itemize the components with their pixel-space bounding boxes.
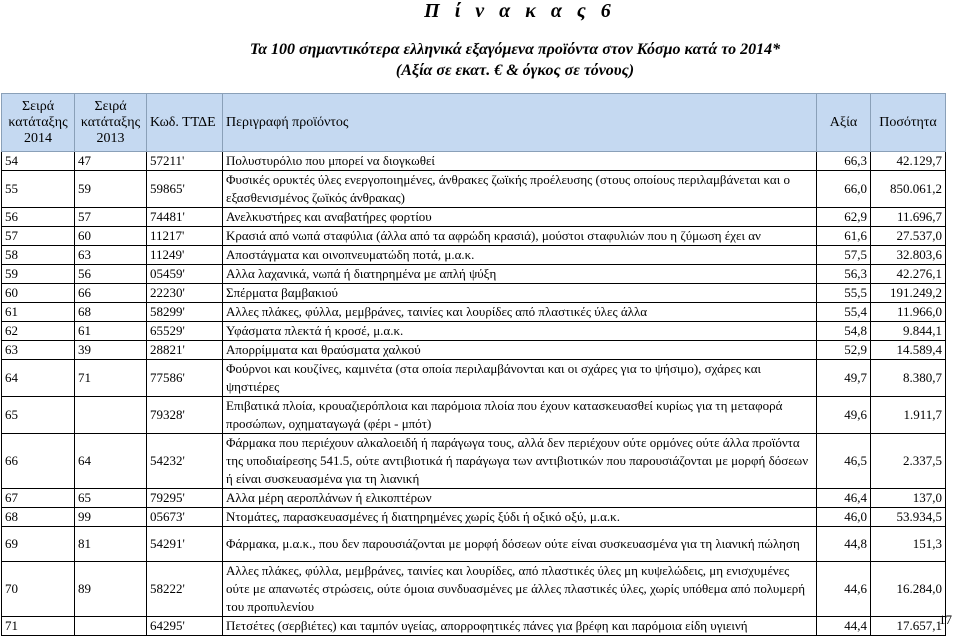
description-cell: Πετσέτες (σερβιέτες) και ταμπόν υγείας, απορροφητικές πάνες για βρέφη και παρόμοια είδη υγιεινή — [223, 617, 817, 636]
quantity-cell: 2.337,5 — [871, 434, 946, 489]
export-products-table — [1, 93, 946, 636]
table-row — [2, 246, 946, 265]
value-cell: 49,7 — [817, 360, 871, 397]
description-cell: Σπέρματα βαμβακιού — [223, 284, 817, 303]
product-code-cell: 11249' — [147, 246, 223, 265]
value-cell: 57,5 — [817, 246, 871, 265]
description-cell: Φάρμακα, μ.α.κ., που δεν παρουσιάζονται με μορφή δόσεων ούτε είναι συσκευασμένα για τη λιανική πώληση — [223, 527, 817, 562]
rank-2014-cell: 69 — [2, 527, 75, 562]
value-cell: 44,6 — [817, 562, 871, 617]
value-cell: 66,3 — [817, 152, 871, 171]
rank-2014-cell: 58 — [2, 246, 75, 265]
table-row — [2, 397, 946, 434]
quantity-cell: 16.284,0 — [871, 562, 946, 617]
table-row — [2, 508, 946, 527]
quantity-cell: 8.380,7 — [871, 360, 946, 397]
product-code-cell: 57211' — [147, 152, 223, 171]
table-caption: Τα 100 σημαντικότερα ελληνικά εξαγόμενα προϊόντα στον Κόσμο κατά το 2014* — [249, 41, 781, 58]
table-row — [2, 617, 946, 636]
rank-2014-cell: 65 — [2, 397, 75, 434]
rank-2014-cell: 64 — [2, 360, 75, 397]
rank-2013-cell: 66 — [75, 284, 147, 303]
rank-2013-cell: 60 — [75, 227, 147, 246]
rank-2013-cell: 63 — [75, 246, 147, 265]
description-cell: Αλλα λαχανικά, νωπά ή διατηρημένα με απλή ψύξη — [223, 265, 817, 284]
rank-2013-cell: 99 — [75, 508, 147, 527]
product-code-cell: 79295' — [147, 489, 223, 508]
rank-2014-cell: 66 — [2, 434, 75, 489]
product-code-cell: 74481' — [147, 208, 223, 227]
product-code-cell: 79328' — [147, 397, 223, 434]
quantity-cell: 42.276,1 — [871, 265, 946, 284]
description-cell: Απορρίμματα και θραύσματα χαλκού — [223, 341, 817, 360]
description-cell: Φούρνοι και κουζίνες, καμινέτα (στα οποία περιλαμβάνονται και οι σχάρες για το ψήσιμο), σχάρες και ψηστιέρες — [223, 360, 817, 397]
description-cell: Φυσικές ορυκτές ύλες ενεργοποιημένες, άνθρακες ζωϊκής προέλευσης (στους οποίους περιλαμβάνεται και ο εξασθενισμένος ζωϊκός άνθρακας) — [223, 171, 817, 208]
value-cell: 54,8 — [817, 322, 871, 341]
product-code-cell: 28821' — [147, 341, 223, 360]
description-cell: Ντομάτες, παρασκευασμένες ή διατηρημένες χωρίς ξύδι ή οξικό οξύ, μ.α.κ. — [223, 508, 817, 527]
table-row — [2, 434, 946, 489]
value-cell: 62,9 — [817, 208, 871, 227]
product-code-cell: 65529' — [147, 322, 223, 341]
table-units-caption: (Αξία σε εκατ. € & όγκος σε τόνους) — [395, 62, 635, 79]
table-row — [2, 303, 946, 322]
value-cell: 46,0 — [817, 508, 871, 527]
product-code-cell: 54232' — [147, 434, 223, 489]
rank-2013-cell: 65 — [75, 489, 147, 508]
rank-2014-cell: 63 — [2, 341, 75, 360]
rank-2013-cell: 61 — [75, 322, 147, 341]
description-cell: Αλλες πλάκες, φύλλα, μεμβράνες, ταινίες και λουρίδες, από πλαστικές ύλες μη κυψελώδεις, μη ενισχυμένες ούτε με απανωτές στρώσεις, ούτε όμοια συνδυασμένες με άλλες πλαστικές ύλες, χωρίς υπόθεμα από πολυμερή του προπυλενίου — [223, 562, 817, 617]
rank-2013-cell: 71 — [75, 360, 147, 397]
product-code-cell: 05673' — [147, 508, 223, 527]
description-cell: Αλλες πλάκες, φύλλα, μεμβράνες, ταινίες και λουρίδες από πλαστικές ύλες άλλα — [223, 303, 817, 322]
quantity-cell: 11.966,0 — [871, 303, 946, 322]
rank-2014-cell: 55 — [2, 171, 75, 208]
value-cell: 55,5 — [817, 284, 871, 303]
product-code-cell: 22230' — [147, 284, 223, 303]
product-code-cell: 64295' — [147, 617, 223, 636]
table-row — [2, 152, 946, 171]
value-cell: 61,6 — [817, 227, 871, 246]
description-cell: Κρασιά από νωπά σταφύλια (άλλα από τα αφρώδη κρασιά), μούστοι σταφυλιών που η ζύμωση έχει αν — [223, 227, 817, 246]
rank-2014-cell: 56 — [2, 208, 75, 227]
description-cell: Αποστάγματα και οινοπνευματώδη ποτά, μ.α.κ. — [223, 246, 817, 265]
value-cell: 55,4 — [817, 303, 871, 322]
table-row — [2, 322, 946, 341]
value-cell: 46,5 — [817, 434, 871, 489]
table-row — [2, 341, 946, 360]
rank-2014-cell: 70 — [2, 562, 75, 617]
quantity-cell: 850.061,2 — [871, 171, 946, 208]
rank-2014-cell: 71 — [2, 617, 75, 636]
product-code-cell: 58299' — [147, 303, 223, 322]
rank-2014-cell: 54 — [2, 152, 75, 171]
value-cell: 44,8 — [817, 527, 871, 562]
quantity-cell: 42.129,7 — [871, 152, 946, 171]
page-title: Π ί ν α κ α ς 6 — [424, 0, 616, 22]
rank-2013-cell — [75, 397, 147, 434]
description-cell: Αλλα μέρη αεροπλάνων ή ελικοπτέρων — [223, 489, 817, 508]
product-code-cell: 54291' — [147, 527, 223, 562]
quantity-cell: 32.803,6 — [871, 246, 946, 265]
product-code-cell: 05459' — [147, 265, 223, 284]
description-cell: Επιβατικά πλοία, κρουαζιερόπλοια και παρόμοια πλοία που έχουν κατασκευασθεί κυρίως για τη μεταφορά προσώπων, οχηματαγωγά (φέρι - μπότ) — [223, 397, 817, 434]
value-cell: 44,4 — [817, 617, 871, 636]
rank-2014-cell: 57 — [2, 227, 75, 246]
product-code-cell: 58222' — [147, 562, 223, 617]
header-rank-2013: Σειρά κατάταξης 2013 — [75, 94, 147, 152]
rank-2014-cell: 59 — [2, 265, 75, 284]
quantity-cell: 14.589,4 — [871, 341, 946, 360]
quantity-cell: 191.249,2 — [871, 284, 946, 303]
product-code-cell: 11217' — [147, 227, 223, 246]
rank-2013-cell: 47 — [75, 152, 147, 171]
rank-2014-cell: 68 — [2, 508, 75, 527]
header-value: Αξία — [817, 94, 871, 152]
rank-2013-cell: 89 — [75, 562, 147, 617]
header-quantity: Ποσότητα — [871, 94, 946, 152]
rank-2013-cell: 81 — [75, 527, 147, 562]
rank-2013-cell: 64 — [75, 434, 147, 489]
table-row — [2, 360, 946, 397]
table-row — [2, 171, 946, 208]
quantity-cell: 151,3 — [871, 527, 946, 562]
rank-2014-cell: 60 — [2, 284, 75, 303]
value-cell: 49,6 — [817, 397, 871, 434]
description-cell: Υφάσματα πλεκτά ή κροσέ, μ.α.κ. — [223, 322, 817, 341]
product-code-cell: 77586' — [147, 360, 223, 397]
quantity-cell: 53.934,5 — [871, 508, 946, 527]
value-cell: 52,9 — [817, 341, 871, 360]
rank-2014-cell: 67 — [2, 489, 75, 508]
rank-2013-cell: 39 — [75, 341, 147, 360]
quantity-cell: 27.537,0 — [871, 227, 946, 246]
quantity-cell: 11.696,7 — [871, 208, 946, 227]
quantity-cell: 9.844,1 — [871, 322, 946, 341]
rank-2013-cell: 57 — [75, 208, 147, 227]
rank-2013-cell: 68 — [75, 303, 147, 322]
table-row — [2, 265, 946, 284]
rank-2014-cell: 62 — [2, 322, 75, 341]
table-row — [2, 562, 946, 617]
quantity-cell: 1.911,7 — [871, 397, 946, 434]
table-row — [2, 527, 946, 562]
table-row — [2, 284, 946, 303]
description-cell: Πολυστυρόλιο που μπορεί να διογκωθεί — [223, 152, 817, 171]
quantity-cell: 17.657,1 — [871, 617, 946, 636]
table-header-row — [2, 94, 946, 152]
value-cell: 56,3 — [817, 265, 871, 284]
quantity-cell: 137,0 — [871, 489, 946, 508]
table-row — [2, 489, 946, 508]
table-row — [2, 208, 946, 227]
rank-2013-cell — [75, 617, 147, 636]
header-code: Κωδ. ΤΤΔΕ — [147, 94, 223, 152]
value-cell: 66,0 — [817, 171, 871, 208]
product-code-cell: 59865' — [147, 171, 223, 208]
page-number: 17 — [939, 612, 952, 627]
table-row — [2, 227, 946, 246]
rank-2014-cell: 61 — [2, 303, 75, 322]
header-rank-2014: Σειρά κατάταξης 2014 — [2, 94, 75, 152]
rank-2013-cell: 59 — [75, 171, 147, 208]
description-cell: Ανελκυστήρες και αναβατήρες φορτίου — [223, 208, 817, 227]
header-description: Περιγραφή προϊόντος — [223, 94, 817, 152]
value-cell: 46,4 — [817, 489, 871, 508]
rank-2013-cell: 56 — [75, 265, 147, 284]
description-cell: Φάρμακα που περιέχουν αλκαλοειδή ή παράγωγα τους, αλλά δεν περιέχουν ούτε ορμόνες ούτε άλλα προϊόντα της υποδιαίρεσης 541.5, ούτε αντιβιοτικά ή παράγωγα των αντιβιοτικών που παρουσιάζονται με μορφή δόσεων ή είναι συσκευασμένα για τη λιανική — [223, 434, 817, 489]
